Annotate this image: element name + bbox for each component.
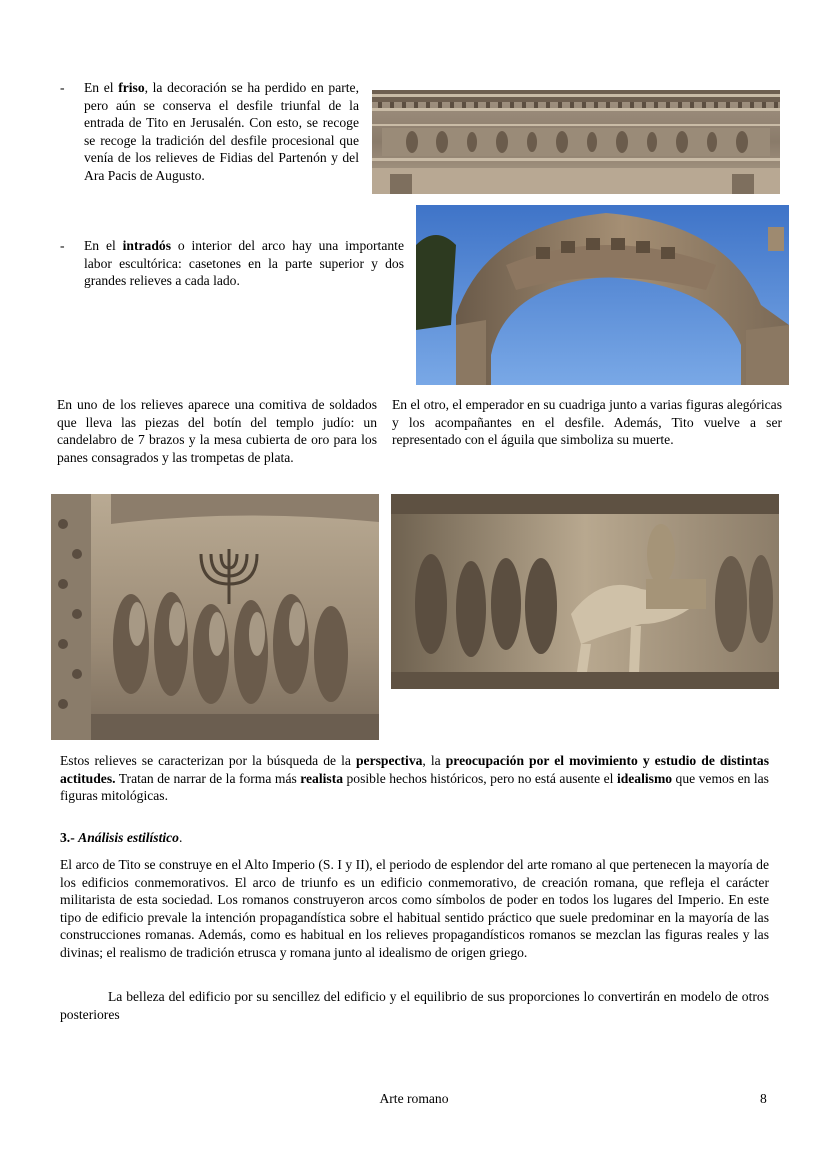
bullet-text-rest: , la decoración se ha perdido en parte, pero aún se conserva el desfile triunfal de la entrada de Tito en Jerusalén. Con esto, se recoge se recoge la tradición del desfile procesional que venía de los relieves de Fidias del Partenón y del Ara Pacis de Augusto.	[84, 80, 359, 183]
bullet-keyword-friso: friso	[118, 80, 145, 95]
page-number: 8	[760, 1091, 767, 1106]
bullet-marker: -	[60, 80, 65, 95]
summary-text: Estos relieves se caracterizan por la búsqueda de la	[60, 753, 356, 768]
style-analysis-paragraph: El arco de Tito se construye en el Alto Imperio (S. I y II), el periodo de esplendor del arte romano al que pertenecen la mayoría de los edificios conmemorativos. El arco de triunfo es un edificio conmemorativo, de creación romana, que refleja el carácter militarista de esta sociedad. Los romanos construyeron arcos como símbolos de poder en todos los lugares del Imperio. En este tipo de edificio prevale la intención propagandística sobre el habitual sentido práctico que suele predominar en la mayoría de las construcciones romanas. Además, como es habitual en los relieves propagandísticos romanos se mezclan las figuras reales y las divinas; el realismo de tradición etrusca y romana junto al idealismo de origen griego.	[60, 857, 769, 960]
section-title: Análisis estilístico	[78, 830, 179, 845]
summary-bold-perspectiva: perspectiva	[355, 753, 423, 768]
quadriga-relief-photo	[391, 494, 779, 689]
section-heading	[60, 829, 182, 847]
section-number: 3.-	[60, 830, 75, 845]
left-relief-caption: En uno de los relieves aparece una comitiva de soldados que lleva las piezas del botín del templo judío: un candelabro de 7 brazos y la mesa cubierta de oro para los panes consagrados y las trompetas de plata.	[57, 397, 377, 465]
bullet-text-start: En el	[84, 238, 123, 253]
bullet-intrados-text	[84, 237, 404, 290]
frieze-photo	[372, 90, 780, 194]
right-relief-caption: En el otro, el emperador en su cuadriga junto a varias figuras alegóricas y los acompañantes en el desfile. Además, Tito vuelve a ser representado con el águila que simboliza su muerte.	[392, 397, 782, 448]
arch-intrados-photo	[416, 205, 789, 385]
footer-title: Arte romano	[379, 1091, 449, 1106]
summary-bold-movimiento: preocupación por el movimiento y estudio de distintas actitudes.	[60, 753, 770, 786]
summary-text: Tratan de narrar de la forma más	[115, 770, 301, 786]
bullet-keyword-intrados: intradós	[122, 238, 171, 253]
summary-text: que vemos en las figuras mitológicas.	[60, 770, 769, 804]
bullet-friso-text	[84, 79, 359, 185]
summary-bold-realista: realista	[300, 770, 344, 786]
bullet-marker: -	[60, 238, 65, 253]
closing-paragraph: La belleza del edificio por su sencillez del edificio y el equilibrio de sus proporciones lo convertirán en modelo de otros posteriores	[60, 989, 769, 1022]
bullet-text-start: En el	[84, 80, 119, 95]
section-title-end: .	[178, 830, 183, 845]
menorah-relief-photo	[51, 494, 379, 740]
summary-text: posible hechos históricos, pero no está ausente el	[343, 770, 617, 786]
bullet-text-rest: o interior del arco hay una importante labor escultórica: casetones en la parte superior y dos grandes relieves a cada lado.	[84, 238, 404, 289]
summary-bold-idealismo: idealismo	[616, 770, 673, 786]
summary-text: , la	[422, 753, 446, 768]
relief-summary-paragraph	[60, 752, 769, 805]
